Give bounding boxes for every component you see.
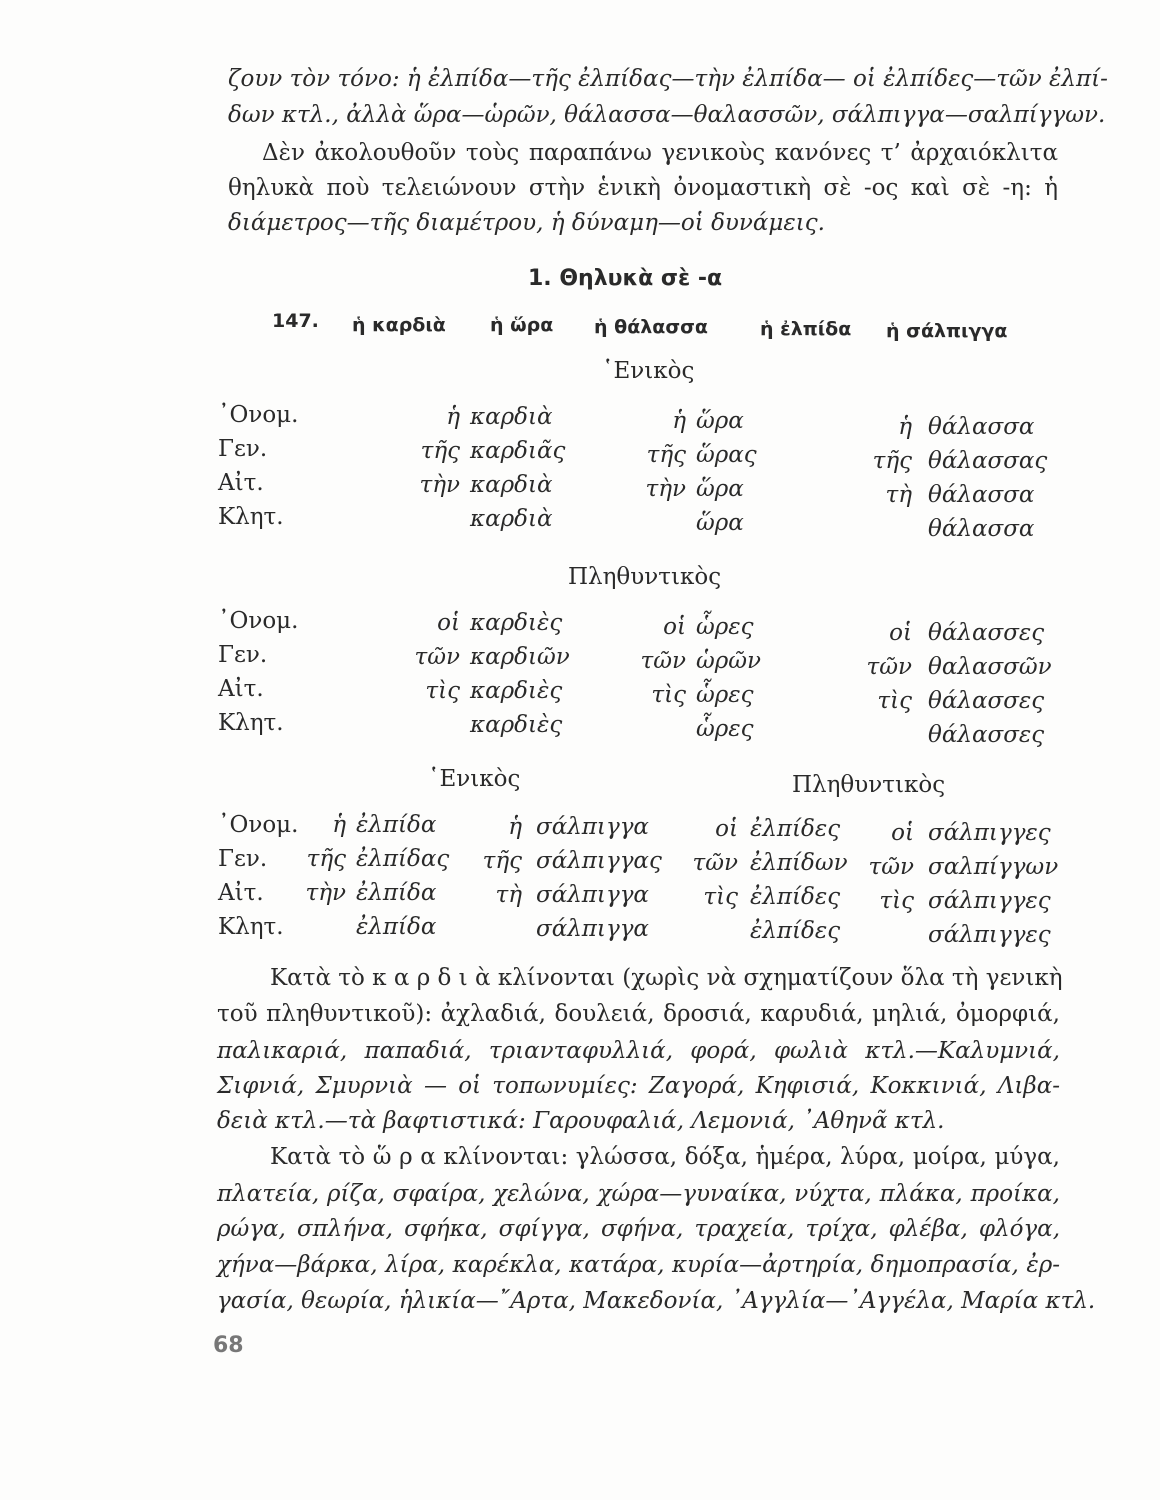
section-title: 1. Θηλυκὰ σὲ -α <box>528 266 723 291</box>
body-p1-line-3: παλικαριά, παπαδιά, τριανταφυλλιά, φορά, φωλιὰ κτλ.—Καλυμνιά, <box>217 1038 1060 1064</box>
header-word-salpigga: ἡ σάλπιγγα <box>886 320 1008 342</box>
body-p2-line-4: χήνα—βάρκα, λίρα, καρέκλα, κατάρα, κυρία—ἀρτηρία, δημοπρασία, ἐρ- <box>217 1252 1060 1278</box>
forms-salpigga-sg: σάλπιγγα σάλπιγγας σάλπιγγα σάλπιγγα <box>536 814 662 942</box>
header-word-kardia: ἡ καρδιὰ <box>352 314 446 336</box>
forms-ora-pl: ὧρες ὡρῶν ὧρες ὧρες <box>696 614 762 742</box>
case-acc: Αἰτ. <box>218 470 264 496</box>
intro-line-4: θηλυκὰ ποὺ τελειώνουν στὴν ἑνικὴ ὀνομαστικὴ σὲ -ος καὶ σὲ -η: ἡ <box>228 175 1058 201</box>
forms-elpida-pl: ἐλπίδες ἐλπίδων ἐλπίδες ἐλπίδες <box>750 816 848 944</box>
intro-line-5: διάμετρος—τῆς διαμέτρου, ἡ δύναμη—οἱ δυνάμεις. <box>228 210 825 236</box>
header-word-ora: ἡ ὥρα <box>490 314 554 336</box>
forms-ora-sg: ὥρα ὥρας ὥρα ὥρα <box>696 408 757 536</box>
body-p2-line-5: γασία, θεωρία, ἡλικία—῎Αρτα, Μακεδονία, ᾽Αγγλία—᾽Αγγέλα, Μαρία κτλ. <box>217 1288 1096 1314</box>
paradigm-number: 147. <box>272 310 319 332</box>
header-word-elpida: ἡ ἐλπίδα <box>760 318 852 340</box>
page-number: 68 <box>213 1333 244 1358</box>
articles-kardia-pl: οἱ τῶν τὶς <box>414 610 460 704</box>
forms-kardia-sg: καρδιὰ καρδιᾶς καρδιὰ καρδιὰ <box>470 404 566 532</box>
intro-line-1: ζουν τὸν τόνο: ἡ ἐλπίδα—τῆς ἐλπίδας—τὴν ἐλπίδα— οἱ ἐλπίδες—τῶν ἐλπί- <box>228 66 1108 92</box>
forms-thalassa-sg: θάλασσα θάλασσας θάλασσα θάλασσα <box>928 414 1048 542</box>
singular-label-2: ῾Ενικὸς <box>428 766 521 792</box>
case-labels-sg1 <box>218 398 298 534</box>
articles-elpida-pl: οἱ τῶν τὶς <box>692 816 738 910</box>
case-labels-pl1: ᾽Ονομ. Γεν. Αἰτ. Κλητ. <box>218 608 299 736</box>
case-voc: Κλητ. <box>218 504 284 530</box>
forms-thalassa-pl: θάλασσες θαλασσῶν θάλασσες θάλασσες <box>928 620 1052 748</box>
articles-salpigga-pl: οἱ τῶν τὶς <box>868 820 914 914</box>
body-p2-line-2: πλατεία, ρίζα, σφαίρα, χελώνα, χώρα—γυναίκα, νύχτα, πλάκα, προίκα, <box>217 1181 1060 1207</box>
header-word-thalassa: ἡ θάλασσα <box>594 316 708 338</box>
forms-kardia-pl: καρδιὲς καρδιῶν καρδιὲς καρδιὲς <box>470 610 570 738</box>
body-p1-line-2: τοῦ πληθυντικοῦ): ἀχλαδιά, δουλειά, δροσιά, καρυδιά, μηλιά, ὀμορφιά, <box>217 1001 1060 1027</box>
plural-label: Πληθυντικὸς <box>568 564 722 590</box>
intro-line-2: δων κτλ., ἀλλὰ ὥρα—ὡρῶν, θάλασσα—θαλασσῶν, σάλπιγγα—σαλπίγγων. <box>228 102 1106 128</box>
articles-thalassa-sg: ἡ τῆς τὴ <box>872 414 912 508</box>
articles-salpigga-sg: ἡ τῆς τὴ <box>482 814 522 908</box>
body-p1-line-5: δειὰ κτλ.—τὰ βαφτιστικά: Γαρουφαλιά, Λεμονιά, ᾽Αθηνᾶ κτλ. <box>217 1108 945 1134</box>
articles-elpida-sg: ἡ τῆς τὴν <box>305 812 346 906</box>
forms-salpigga-pl: σάλπιγγες σαλπίγγων σάλπιγγες σάλπιγγες <box>928 820 1059 948</box>
plural-label-2: Πληθυντικὸς <box>792 772 946 798</box>
articles-thalassa-pl: οἱ τῶν τὶς <box>866 620 912 714</box>
articles-kardia-sg: ἡ τῆς τὴν <box>419 404 460 498</box>
body-p1-line-4: Σιφνιά, Σμυρνιὰ — οἱ τοπωνυμίες: Ζαγορά, Κηφισιά, Κοκκινιά, Λιβα- <box>217 1073 1060 1099</box>
case-gen: Γεν. <box>218 436 268 462</box>
intro-line-3: Δὲν ἀκολουθοῦν τοὺς παραπάνω γενικοὺς κανόνες τ’ ἀρχαιόκλιτα <box>262 140 1058 166</box>
singular-label: ῾Ενικὸς <box>602 358 695 384</box>
body-p1-line-1: Κατὰ τὸ κ α ρ δ ι ὰ κλίνονται (χωρὶς νὰ σχηματίζουν ὅλα τὴ γενικὴ <box>270 965 1063 991</box>
articles-ora-pl: οἱ τῶν τὶς <box>640 614 686 708</box>
forms-elpida-sg: ἐλπίδα ἐλπίδας ἐλπίδα ἐλπίδα <box>356 812 450 940</box>
body-p2-line-3: ρώγα, σπλήνα, σφήκα, σφίγγα, σφήνα, τραχεία, τρίχα, φλέβα, φλόγα, <box>217 1216 1060 1242</box>
case-labels-t2: ᾽Ονομ. Γεν. Αἰτ. Κλητ. <box>218 812 299 940</box>
articles-ora-sg: ἡ τῆς τὴν <box>645 408 686 502</box>
body-p2-line-1: Κατὰ τὸ ὥ ρ α κλίνονται: γλώσσα, δόξα, ἡμέρα, λύρα, μοίρα, μύγα, <box>270 1144 1060 1170</box>
case-nom: ᾽Ονομ. <box>218 402 299 428</box>
